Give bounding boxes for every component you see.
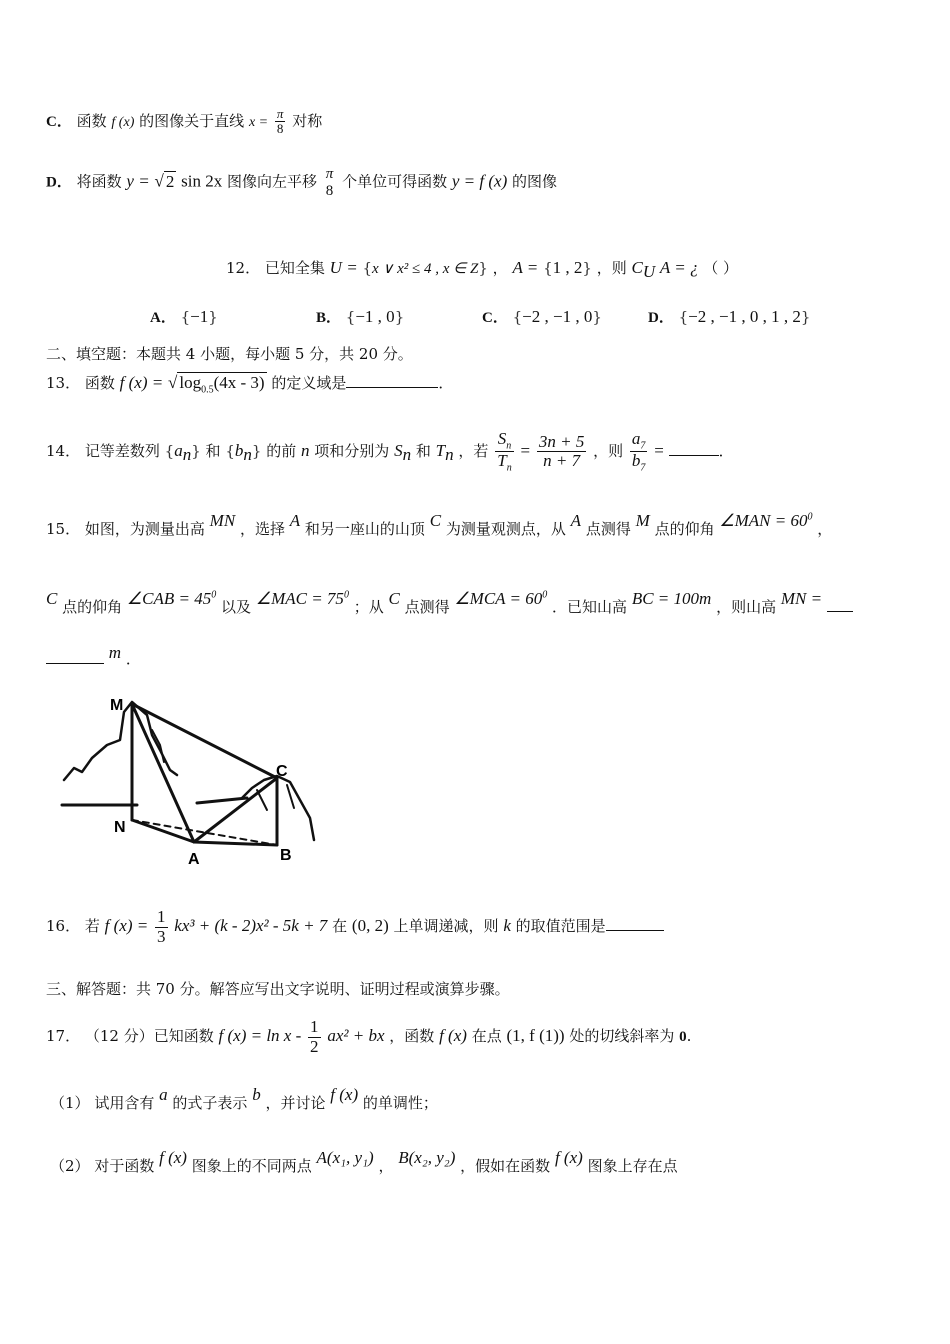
text: 图象上的不同两点 (191, 1157, 312, 1175)
math-fx: f (x) (159, 1148, 187, 1167)
frac-numerator: 3n + 5 (538, 431, 585, 451)
math-fx: f (x) = (119, 373, 164, 392)
text: 的式子表示 (172, 1094, 248, 1112)
point-A: A(x₁, y₁) (316, 1148, 374, 1167)
math-fx: f (x) (111, 114, 135, 130)
segment-MA (132, 704, 194, 842)
option-value: −2 , −1 , 0 , 1 , 2 (688, 307, 801, 326)
answer-blank[interactable] (46, 649, 104, 664)
text: 图象上存在点 (587, 1157, 678, 1175)
text: 的图像 (512, 172, 558, 191)
math-poly: kx³ + (k - 2)x² - 5k + 7 (174, 916, 328, 936)
mountain-figure (52, 690, 352, 870)
math-T: T (435, 440, 446, 460)
math-C: C (46, 589, 58, 608)
text: 对于函数 (94, 1157, 155, 1175)
part-label: （2） (50, 1157, 90, 1175)
question-17-part-2 (50, 1148, 678, 1176)
part-label: （1） (50, 1094, 90, 1112)
sqrt-radicand: 2 (165, 171, 175, 191)
math-b: b (252, 1085, 261, 1104)
question-15-line-1 (46, 511, 833, 539)
text: （12 分）已知函数 (84, 1027, 214, 1046)
question-15-line-2 (46, 589, 853, 617)
segment-MC (132, 704, 277, 778)
text: ，则 (593, 441, 624, 460)
fraction-ratio (537, 433, 586, 471)
text: ，若 (458, 441, 489, 460)
text: ，则 (596, 259, 627, 277)
question-number: 16． (46, 917, 81, 936)
left-brace: { (362, 259, 372, 277)
sqrt-sign: √ 2 (154, 171, 175, 191)
text: 点测得 (404, 598, 450, 616)
text: ． (438, 374, 454, 392)
fraction-pi-8 (275, 107, 286, 137)
math-A: A (289, 511, 301, 530)
question-number: 17． (46, 1027, 81, 1046)
text: ， (817, 520, 833, 538)
text: 点测得 (585, 520, 631, 538)
answer-blank[interactable] (346, 373, 438, 388)
question-13 (46, 372, 453, 395)
set-U: x ∨ x² ≤ 4 , x ∈ Z (372, 261, 479, 277)
text: 的前 (266, 441, 297, 460)
angle-CAB: ∠CAB = $45^0$ (126, 589, 217, 608)
question-number: 13． (46, 374, 81, 392)
option-label: C． (46, 113, 72, 130)
text: ． (718, 441, 734, 460)
text: 若 (84, 917, 100, 936)
section-3-heading: 三、解答题：共 70 分。解答应写出文字说明、证明过程或演算步骤。 (46, 980, 510, 998)
angle-MCA: ∠MCA = $60^0$ (454, 589, 548, 608)
question-17: 17． （12 分）已知函数 f (x) = ln x - $\frac{1}{2}$ ax² + bx ，函数 f (x) 在点 (1, f (1)) 处的切线斜率为 0. (46, 1017, 692, 1056)
seq-a: a (174, 440, 183, 460)
segment-AC (194, 778, 277, 842)
text: 已知全集 (264, 259, 325, 277)
text: 记等差数列 (84, 441, 160, 460)
text: 在点 (471, 1027, 502, 1046)
text: 图像向左平移 (226, 172, 317, 191)
math-A: A = (512, 258, 539, 277)
option-label: D． (648, 310, 674, 326)
text: ，函数 (389, 1027, 435, 1046)
text: ；从 (353, 598, 384, 616)
text: 以及 (221, 598, 252, 616)
text: ．已知山高 (552, 598, 628, 616)
right-brace: } (478, 259, 488, 277)
label-M: M (110, 697, 124, 714)
math-MN-eq: MN = (780, 589, 823, 608)
q12-option-b[interactable]: B． {−1 , 0} (316, 307, 405, 326)
label-C: C (276, 763, 288, 780)
text: 函数 (84, 374, 115, 392)
math-C: C (631, 258, 643, 277)
math-fx: f (x) = ln x - (218, 1026, 302, 1046)
math-xeq: x = (248, 114, 269, 130)
text: ，则山高 (716, 598, 777, 616)
question-number: 14． (46, 441, 81, 460)
q12-option-a[interactable]: A． {−1} (150, 307, 218, 326)
option-value: −1 , 0 (355, 307, 395, 326)
fraction-S-T: $\frac{S_n}{T_n}$ (497, 429, 512, 474)
math-k: k (503, 916, 511, 936)
text: 的单调性； (362, 1094, 438, 1112)
text: 和另一座山的山顶 (304, 520, 425, 538)
left-brace: { (543, 259, 553, 277)
text: 试用含有 (94, 1094, 155, 1112)
text: ， (492, 259, 508, 277)
math-M: M (635, 511, 650, 530)
math-fx: f (x) = (104, 916, 149, 936)
fraction-a7-b7: $\frac{a_7}{b_7}$ (631, 429, 646, 474)
text: ，选择 (239, 520, 285, 538)
q12-option-d[interactable]: D． {−2 , −1 , 0 , 1 , 2} (648, 307, 811, 326)
interval: 0, 2 (357, 916, 384, 936)
subscript-U: U (642, 262, 656, 281)
question-number: 15． (46, 520, 81, 538)
seq-b: b (234, 440, 244, 460)
frac-denominator: 8 (276, 121, 284, 137)
math-sin: sin 2x (181, 171, 223, 191)
math-zero: 0 (679, 1029, 687, 1046)
log: log (179, 373, 202, 392)
text: 和 (415, 441, 431, 460)
text: 在 (332, 917, 348, 936)
question-14: 14． 记等差数列 $\{a_n\}$ 和 $\{b_n\}$ 的前 n 项和分别为 $S_n$ 和 $T_n$ ，若 $\frac{S_n}{T_n}$ = $\frac{3n + 5}{n + 7}$ ，则 $\frac{a_7}{b_7}$ = ． (46, 429, 734, 474)
point-B: B(x₂, y₂) (398, 1148, 456, 1167)
text: 个单位可得函数 (342, 172, 448, 191)
question-number: 12． (226, 259, 261, 277)
text: ． (125, 650, 141, 668)
label-B: B (280, 847, 292, 864)
math-C: C (429, 511, 442, 530)
text: 为测量观测点，从 (445, 520, 566, 538)
right-brace: } (582, 259, 592, 277)
text: ，假如在函数 (460, 1157, 551, 1175)
fraction-one-third: $\frac{1}{3}$ (157, 907, 166, 946)
text: 和 (205, 441, 221, 460)
math-BC: BC = 100m (631, 589, 712, 608)
text: 的图像关于直线 (139, 111, 245, 130)
math-fx: f (x) (330, 1085, 359, 1104)
question-16: 16． 若 f (x) = $\frac{1}{3}$ kx³ + (k - 2)x² - 5k + 7 在 (0, 2) 上单调递减，则 k 的取值范围是 (46, 908, 664, 946)
text: 的取值范围是 (515, 917, 606, 936)
text: （ ） (703, 259, 739, 277)
option-label: B． (316, 310, 342, 326)
point: 1, f (1) (512, 1026, 559, 1046)
set-A: 1 , 2 (552, 258, 583, 277)
q12-option-c[interactable]: C． {−2 , −1 , 0} (482, 307, 602, 326)
math-yfx: y = f (x) (451, 171, 508, 191)
option-value: −1 (190, 307, 209, 326)
math-a: a (159, 1085, 168, 1104)
text: ， (378, 1157, 394, 1175)
angle-MAN: ∠MAN = $60^0$ (719, 511, 813, 530)
ground-line (62, 798, 247, 805)
fraction-one-half: $\frac{1}{2}$ (310, 1017, 319, 1056)
sqrt-sign: √ $\log_{0.5}(4x - 3)$ (168, 373, 265, 396)
label-A: A (188, 851, 200, 868)
text: 点的仰角 (654, 520, 715, 538)
math-poly: ax² + bx (327, 1026, 385, 1046)
frac-numerator: π (325, 166, 334, 182)
math-MN: MN (209, 511, 236, 530)
option-c-line (46, 107, 322, 137)
frac-denominator: 8 (325, 182, 334, 199)
label-N: N (114, 819, 126, 836)
section-2-heading: 二、填空题：本题共 4 小题，每小题 5 分，共 20 分。 (46, 345, 413, 363)
question-15-line-3 (46, 643, 141, 669)
math-A-eq: A = ¿ (659, 258, 699, 277)
text: 上单调递减，则 (393, 917, 499, 936)
option-value: −2 , −1 , 0 (522, 307, 593, 326)
math-C: C (388, 589, 400, 608)
text: 对称 (292, 111, 323, 130)
answer-blank[interactable] (669, 441, 719, 456)
answer-blank[interactable] (606, 916, 664, 931)
option-label: A． (150, 310, 176, 326)
text: ，并讨论 (265, 1094, 326, 1112)
text: 项和分别为 (314, 441, 390, 460)
math-m: m (108, 643, 122, 662)
math-A: A (570, 511, 582, 530)
math-n: n (301, 440, 310, 460)
question-17-part-1 (50, 1085, 438, 1113)
log-base: 0.5 (201, 384, 214, 396)
answer-blank[interactable] (827, 597, 853, 612)
text: 的定义域是 (271, 374, 347, 392)
text: 将函数 (76, 172, 122, 191)
text: 点的仰角 (62, 598, 123, 616)
option-label: D． (46, 174, 72, 191)
math-fx: f (x) (554, 1148, 583, 1167)
fraction-pi-8 (324, 166, 336, 199)
text: 函数 (76, 111, 107, 130)
frac-numerator: π (276, 106, 284, 121)
angle-MAC: ∠MAC = $75^0$ (255, 589, 349, 608)
frac-denominator: n + 7 (543, 451, 581, 471)
math-S: S (394, 440, 403, 460)
equals: = (654, 440, 664, 460)
option-d-line (46, 166, 557, 199)
question-12 (226, 257, 738, 282)
math-yeq: y = (126, 171, 150, 191)
text: 如图，为测量出高 (84, 520, 205, 538)
log-arg: (4x - 3) (213, 373, 265, 392)
option-label: C． (482, 310, 508, 326)
text: 处的切线斜率为 (569, 1027, 675, 1046)
math-fx: f (x) (439, 1026, 467, 1046)
math-U: U = (329, 258, 358, 277)
